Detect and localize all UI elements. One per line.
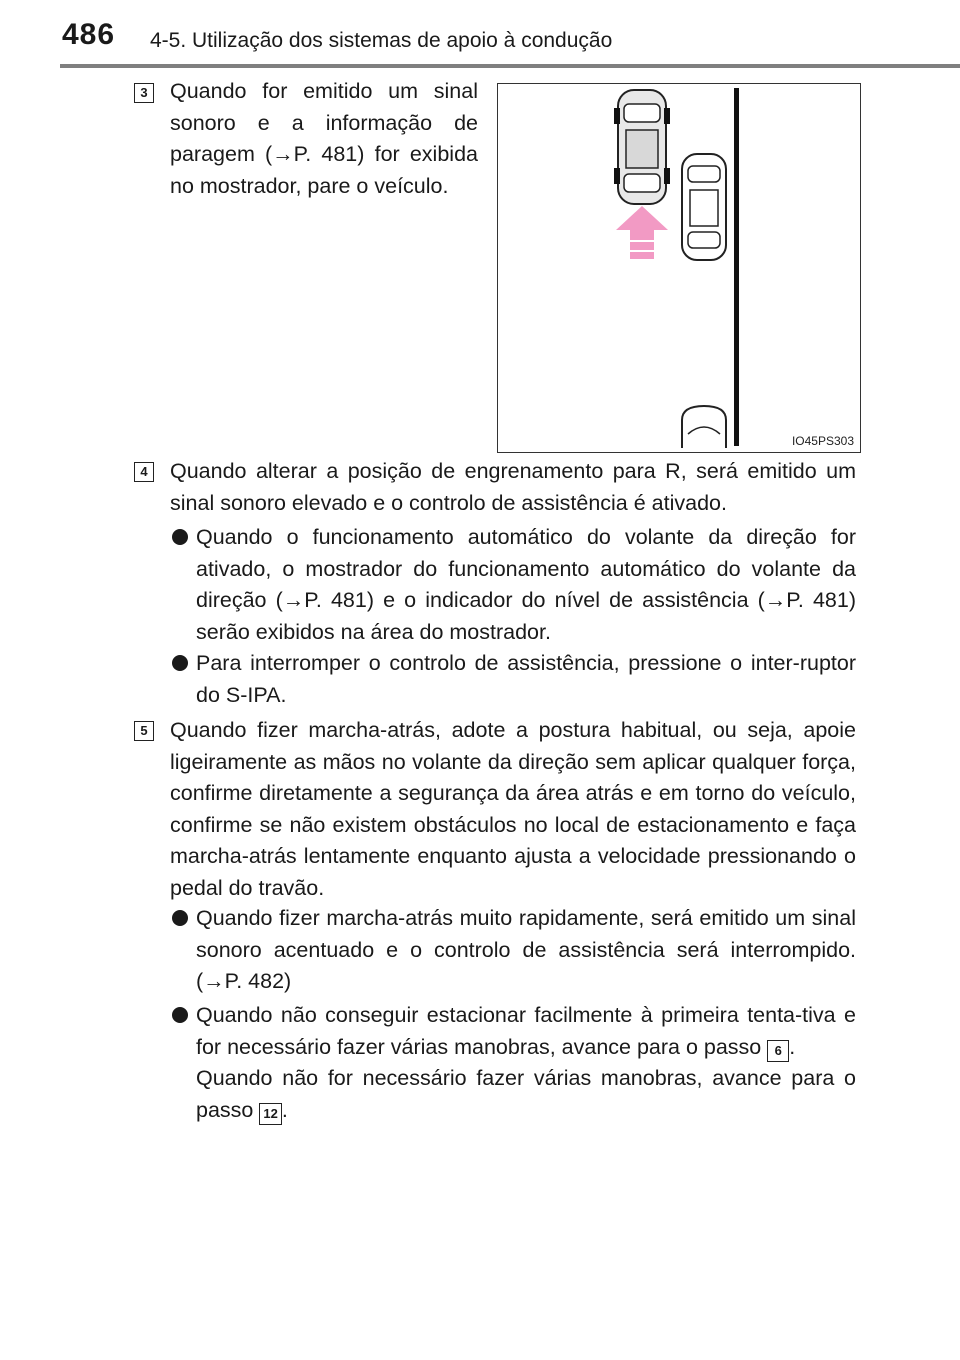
step-number-4: 4	[134, 462, 154, 482]
step-reference-6[interactable]: 6	[767, 1040, 789, 1062]
parking-boundary-line	[734, 88, 739, 446]
step-3-text: Quando for emitido um sinal sonoro e a informação de paragem (→P. 481) for exibida no mostrador, pare o veículo.	[170, 79, 478, 198]
page-number: 486	[62, 18, 116, 51]
bullet-text: Quando não conseguir estacionar facilmente à primeira tenta-tiva e for necessário fazer várias manobras, avance para o passo 6 . Quando não for necessário fazer várias manobras, avance para o passo 12 .	[196, 1000, 856, 1126]
parking-illustration	[497, 83, 861, 453]
section-title: 4-5. Utilização dos sistemas de apoio à condução	[150, 29, 613, 52]
step-4-text: Quando alterar a posição de engrenamento para R, será emitido um sinal sonoro elevado e o controlo de assistência é ativado.	[170, 459, 856, 515]
bullet-icon	[172, 910, 188, 926]
parked-car-icon	[682, 154, 726, 260]
step-number-5: 5	[134, 721, 154, 741]
direction-arrow-icon	[616, 206, 668, 259]
bullet-icon	[172, 529, 188, 545]
bullet-text: Quando fizer marcha-atrás muito rapidamente, será emitido um sinal sonoro acentuado e o controlo de assistência será interrompido. (→P. 482)	[196, 906, 856, 993]
bullet-icon	[172, 655, 188, 671]
header-divider	[60, 64, 960, 68]
bullet-icon	[172, 1007, 188, 1023]
step-5-text: Quando fizer marcha-atrás, adote a postura habitual, ou seja, apoie ligeiramente as mãos no volante da direção sem aplicar qualquer força, confirme diretamente a segurança da área atrás e em torno do veículo, confirme se não existem obstáculos no local de estacionamento e faça marcha-atrás lentamente enquanto ajusta a velocidade pressionando o pedal do travão.	[170, 718, 856, 900]
assisted-car-icon	[614, 90, 670, 204]
bullet-text-part: Quando não conseguir estacionar facilmente à primeira tenta-tiva e for necessário fazer várias manobras, avance para o passo	[196, 1003, 856, 1059]
figure-code: IO45PS303	[791, 434, 854, 448]
step-reference-12[interactable]: 12	[259, 1103, 281, 1125]
bottom-car-icon	[682, 406, 726, 448]
step-number-3: 3	[134, 83, 154, 103]
parking-diagram	[498, 84, 859, 451]
bullet-text-part: Quando não for necessário fazer várias manobras, avance para o passo	[196, 1066, 856, 1122]
bullet-text: Para interromper o controlo de assistência, pressione o inter-ruptor do S-IPA.	[196, 651, 856, 707]
bullet-text: Quando o funcionamento automático do volante da direção for ativado, o mostrador do funcionamento automático do volante da direção (→P. 481) e o indicador do nível de assistência (→P. 481) serão exibidos na área do mostrador.	[196, 525, 856, 644]
